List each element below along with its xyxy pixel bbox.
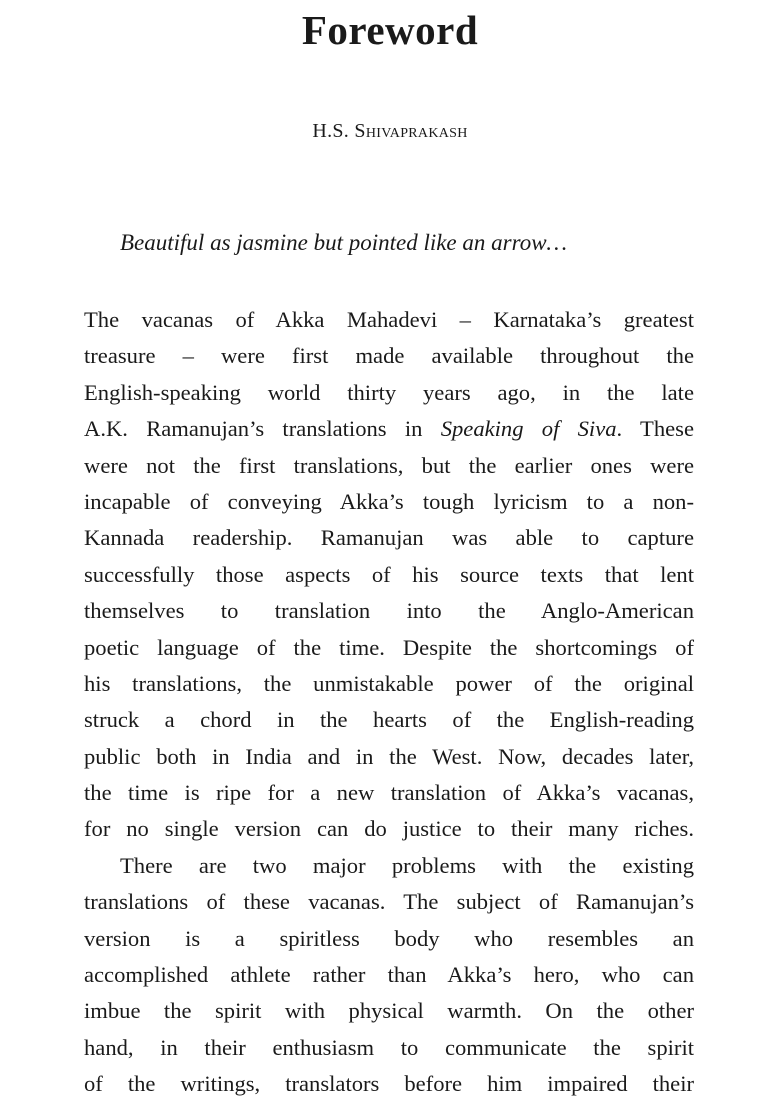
text-line: Kannada readership. Ramanujan was able to capture — [84, 525, 694, 551]
text-line: successfully those aspects of his source texts that lent — [84, 561, 694, 587]
text-line: version is a spiritless body who resembles an — [84, 925, 694, 951]
text-line: for no single version can do justice to their many riches. — [84, 816, 694, 842]
text-line: English-speaking world thirty years ago, in the late — [84, 379, 694, 405]
text-line: themselves to translation into the Anglo-American — [84, 598, 694, 624]
text-line: translations of these vacanas. The subject of Ramanujan’s — [84, 889, 694, 915]
text-line: imbue the spirit with physical warmth. On the other — [84, 998, 694, 1024]
text-line: incapable of conveying Akka’s tough lyricism to a non- — [84, 488, 694, 514]
text-line: his translations, the unmistakable power of the original — [84, 670, 694, 696]
text-line: hand, in their enthusiasm to communicate the spirit — [84, 1034, 694, 1060]
text-line: public both in India and in the West. Now, decades later, — [84, 743, 694, 769]
author-name: H.S. Shivaprakash — [312, 120, 468, 142]
body-text — [84, 302, 694, 1103]
book-title: Speaking of Siva — [440, 416, 617, 442]
text-line: were not the first translations, but the earlier ones were — [84, 452, 694, 478]
text-line: treasure – were first made available throughout the — [84, 343, 694, 369]
text-line: The vacanas of Akka Mahadevi – Karnataka’s greatest — [84, 307, 694, 332]
page-title: Foreword — [301, 7, 479, 53]
text-line: of the writings, translators before him impaired their — [84, 1071, 694, 1097]
text-line: the time is ripe for a new translation of Akka’s vacanas, — [84, 780, 694, 806]
text-line: There are two major problems with the existing — [120, 852, 694, 878]
text-line: poetic language of the time. Despite the shortcomings of — [84, 634, 694, 660]
epigraph: Beautiful as jasmine but pointed like an arrow… — [120, 230, 567, 255]
text-line: struck a chord in the hearts of the English-reading — [84, 707, 694, 733]
text-line — [84, 411, 694, 447]
text-segment: . These — [616, 416, 694, 442]
text-line: accomplished athlete rather than Akka’s hero, who can — [84, 962, 694, 988]
text-segment: A.K. Ramanujan’s translations in — [84, 416, 441, 442]
